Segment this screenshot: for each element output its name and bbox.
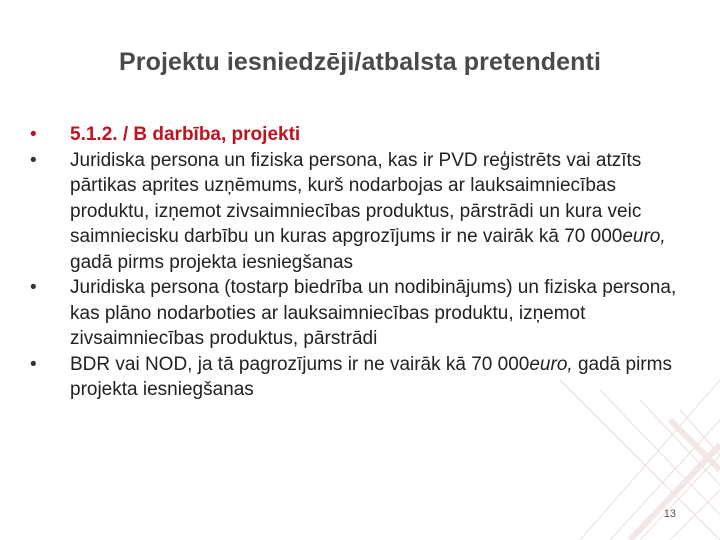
- bullet-text: Juridiska persona (tostarp biedrība un nodibinājums) un fiziska persona, kas plāno nodarboties ar lauksaimniecības produktu, izņemot zivsaimniecības produktus, pārstrādi: [70, 277, 677, 349]
- bullet-text: BDR vai NOD, ja tā pagrozījums ir ne vairāk kā 70 000: [70, 353, 530, 375]
- bullet-text-after: gadā pirms projekta iesniegšanas: [70, 251, 354, 273]
- bullet-dot: •: [30, 124, 37, 145]
- bullet-text: Juridiska persona un fiziska persona, kas ir PVD reģistrēts vai atzīts pārtikas aprites uzņēmums, kurš nodarbojas ar lauksaimniecības produktu, izņemot zivsaimniecības produktus, pārstrādi un kura veic saimniecisku darbību un kuras apgrozījums ir ne vairāk kā 70 000: [70, 149, 642, 247]
- bullet-text-italic: euro,: [622, 226, 666, 247]
- bullet-item: [28, 275, 678, 352]
- bullet-dot: •: [30, 353, 37, 375]
- bullet-item: [28, 122, 678, 148]
- slide-title: Projektu iesniedzēji/atbalsta pretendenti: [118, 48, 601, 76]
- bullet-item: [28, 148, 678, 276]
- page-number: 13: [663, 508, 676, 520]
- bullet-text-after: gadā pirms projekta iesniegšanas: [70, 353, 672, 400]
- bullet-dot: •: [30, 277, 37, 298]
- bullet-text: 5.1.2. / B darbība, projekti: [70, 124, 301, 145]
- bullet-dot: •: [30, 149, 37, 171]
- bullet-item: [28, 352, 678, 403]
- bullet-text-italic: euro,: [529, 353, 573, 375]
- bullet-list: [28, 122, 678, 403]
